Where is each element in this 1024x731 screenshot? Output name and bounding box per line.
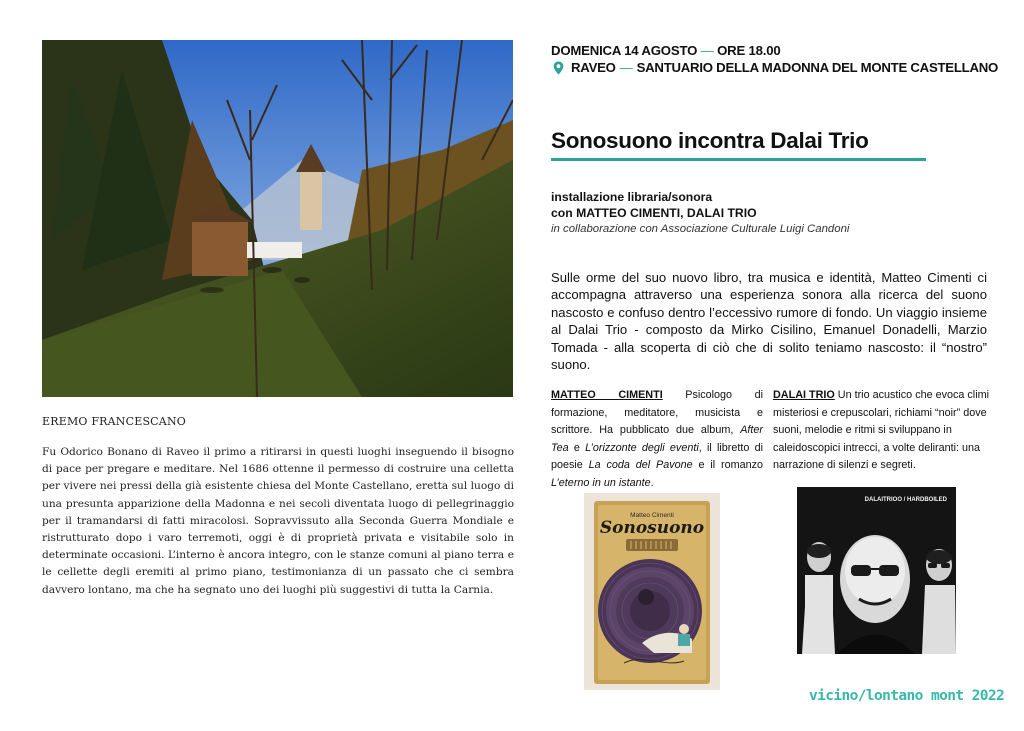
date-separator: — — [700, 43, 714, 58]
book-cover-sonosuono — [584, 493, 720, 690]
place-separator: — — [619, 60, 633, 75]
bio-name-cimenti: MATTEO CIMENTI — [551, 389, 663, 401]
poems-title: La coda del Pavone — [588, 459, 693, 472]
bio-dalai-trio — [773, 387, 989, 475]
title-underline — [551, 158, 926, 161]
album-title: After Tea — [551, 424, 763, 454]
performers-names: MATTEO CIMENTI, DALAI TRIO — [576, 206, 757, 220]
album-cover-dalai-trio — [797, 487, 956, 654]
event-date: DOMENICA 14 AGOSTO — [551, 43, 698, 58]
bio-text: e — [568, 441, 586, 454]
book-title: Sonosuono — [599, 518, 705, 538]
event-collaboration: in collaborazione con Associazione Culturale Luigi Candoni — [551, 223, 850, 235]
album-cover-icon — [797, 487, 956, 654]
landscape-photo-icon — [42, 40, 513, 397]
place-title: EREMO FRANCESCANO — [42, 415, 186, 428]
event-venue: SANTUARIO DELLA MADONNA DEL MONTE CASTELLANO — [636, 60, 999, 75]
bio-text: , il libretto di poesie — [551, 441, 763, 472]
bio-text: . — [650, 476, 654, 489]
album-title: L’orizzonte degli eventi — [585, 441, 699, 454]
bio-text: Psicologo di formazione, meditatore, musicista e scrittore. Ha pubblicato due album, — [551, 389, 763, 437]
bio-text: Un trio acustico che evoca climi misteriosi e crepuscolari, richiami “noir” dove suoni, melodie e ritmi si sviluppano in caleidoscopici intrecci, a volte deliranti: una narrazione di silenzi e segreti. — [773, 389, 989, 472]
album-label: DALAITRIOO / HARDBOILED — [864, 497, 947, 503]
event-time: ORE 18.00 — [717, 43, 781, 58]
place-description: Fu Odorico Bonano di Raveo il primo a ritirarsi in questi luoghi inseguendo il bisogno di pace per pregare e meditare. Nel 1686 ottenne il permesso di costruire una celletta per vivere nei pressi della già esistente chiesa del Monte Castellano, eretta sul luogo di una presunta apparizione della Madonna e nei secoli diventata luogo di pellegrinaggio per il tramandarsi di fatti miracolosi. Sopravvissuto alla Seconda Guerra Mondiale e ristrutturato dopo i varo terremoti, oggi è di proprietà privata e visitabile solo in determinate occasioni. L’interno è ancora integro, con le stanze comuni al piano terra e le cellette degli eremiti al primo piano, testimonianza di un passato che ci sembra davvero lontano, ma che ha segnato uno dei luoghi più suggestivi di tutta la Carnia. — [42, 446, 514, 596]
book-author: Matteo Cimenti — [630, 512, 674, 519]
novel-title: L’eterno in un istante — [551, 476, 651, 489]
performers-prefix: con — [551, 206, 577, 220]
bio-text: e il romanzo — [692, 459, 763, 472]
event-intro: Sulle orme del suo nuovo libro, tra musica e identità, Matteo Cimenti ci accompagna attraverso una esperienza sonora alla ricerca del suono nascosto e confuso dentro l’eccessivo rumore di fondo. Un viaggio insieme al Dalai Trio - composto da Mirko Cisilino, Emanuel Donadelli, Marzio Tomada - alla scoperta di ciò che di solito teniamo nascosto: il “nostro” suono. — [551, 270, 987, 373]
event-type: installazione libraria/sonora — [551, 190, 713, 204]
bio-matteo-cimenti — [551, 387, 763, 493]
event-performers — [551, 206, 757, 220]
event-town: RAVEO — [571, 60, 616, 75]
festival-logo: vicino/lontano mont 2022 — [809, 688, 1005, 704]
hermitage-photo — [42, 40, 513, 397]
event-date-line — [551, 43, 781, 58]
location-pin-icon — [553, 61, 564, 75]
event-title: Sonosuono incontra Dalai Trio — [551, 128, 869, 153]
event-place-line — [553, 60, 998, 75]
bio-name-dalai: DALAI TRIO — [773, 389, 835, 401]
book-cover-icon — [584, 493, 720, 690]
